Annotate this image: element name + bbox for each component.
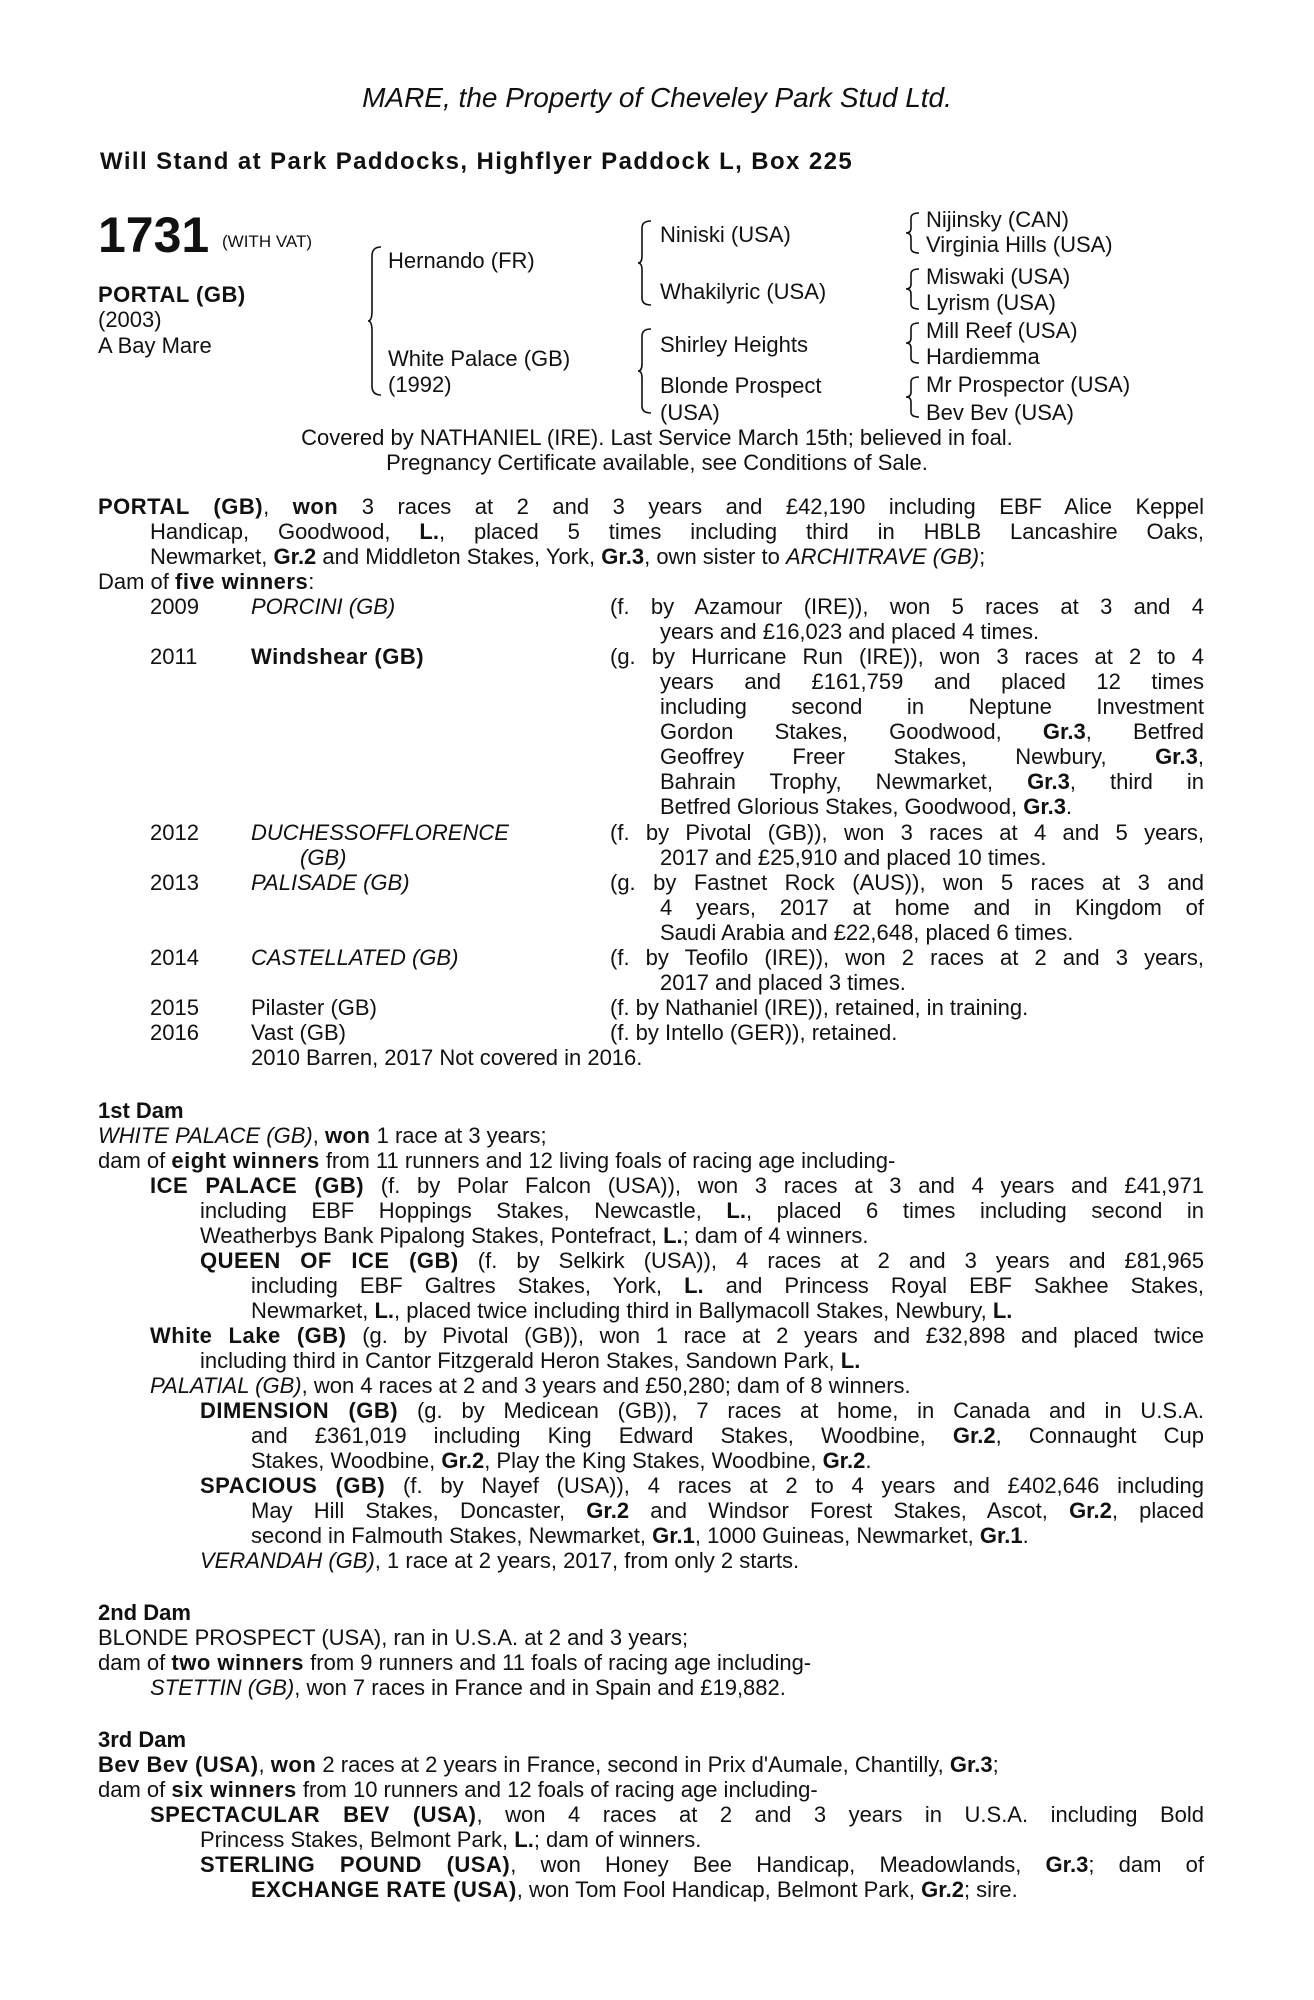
pregnancy-note: Pregnancy Certificate available, see Conditions of Sale.: [386, 450, 928, 475]
horse-name: QUEEN OF ICE (GB): [200, 1248, 459, 1273]
dam-name: Bev Bev (USA): [98, 1752, 259, 1777]
dam-text: and Windsor Forest Stakes, Ascot,: [650, 1498, 1048, 1523]
dam-text: ; dam of: [1088, 1852, 1205, 1877]
vat-label: (WITH VAT): [222, 232, 313, 251]
horse-name: SPECTACULAR BEV (USA): [150, 1802, 477, 1827]
queen-of-ice-line-1: [200, 1248, 1204, 1273]
dam-text: , Play the King Stakes, Woodbine,: [484, 1448, 817, 1473]
pedigree-dam-year: (1992): [388, 372, 452, 397]
winners-count: six winners: [171, 1777, 297, 1802]
spectacular-bev-line-2: [200, 1827, 701, 1852]
dam-text: .: [1022, 1523, 1029, 1548]
grade-mark: Gr.3: [1042, 719, 1086, 744]
dam-text: Weatherbys Bank Pipalong Stakes, Pontefract,: [200, 1223, 657, 1248]
pedigree-brace-sd: [906, 268, 920, 310]
dam-text: ; sire.: [963, 1877, 1018, 1902]
produce-details: (g. by Fastnet Rock (AUS)), won 5 races at 3 and: [610, 870, 1204, 895]
sterling-pound-line: [200, 1852, 1204, 1877]
pedigree-ddd: Bev Bev (USA): [926, 400, 1074, 425]
produce-details: (f. by Azamour (IRE)), won 5 races at 3 and 4: [610, 594, 1204, 619]
verandah-line: [200, 1548, 799, 1573]
portal-text: Dam of: [98, 569, 169, 594]
produce-details: (f. by Teofilo (IRE)), won 2 races at 2 and 3 years,: [610, 945, 1204, 970]
dam-text: Stakes, Woodbine,: [251, 1448, 436, 1473]
queen-of-ice-line-2: [251, 1273, 1204, 1298]
grade-mark: Gr.1: [979, 1523, 1023, 1548]
portal-name: PORTAL (GB): [98, 494, 264, 519]
pedigree-sire-dam: Whakilyric (USA): [660, 279, 827, 304]
pedigree-brace-ss: [906, 212, 920, 254]
grade-mark: Gr.3: [601, 544, 645, 569]
winners-count: two winners: [171, 1650, 305, 1675]
horse-name: PORTAL (GB): [98, 282, 246, 307]
dam-text: (f. by Polar Falcon (USA)), won 3 races at 3 and 4 years and £41,971: [380, 1173, 1204, 1198]
listed-mark: L.: [374, 1298, 395, 1323]
produce-name: PORCINI (GB): [251, 594, 396, 619]
listed-mark: L.: [726, 1198, 746, 1223]
produce-year: 2015: [150, 995, 199, 1020]
produce-year: 2014: [150, 945, 199, 970]
produce-details: [660, 744, 1204, 769]
dam-text: , won 7 races in France and in Spain and £19,882.: [294, 1675, 786, 1700]
dam-text: Princess Stakes, Belmont Park,: [200, 1827, 509, 1852]
horse-name: DIMENSION (GB): [200, 1398, 399, 1423]
produce-name: CASTELLATED (GB): [251, 945, 459, 970]
produce-name: PALISADE (GB): [251, 870, 410, 895]
white-lake-line-2: [200, 1348, 860, 1373]
dam-name: WHITE PALACE (GB): [98, 1123, 313, 1148]
listed-mark: L.: [840, 1348, 861, 1373]
ice-palace-line-3: [200, 1223, 869, 1248]
dam-text: May Hill Stakes, Doncaster,: [251, 1498, 566, 1523]
portal-line-1: PORTAL (GB), won 3 races at 2 and 3 years and £42,190 including EBF Alice Keppel: [98, 494, 1204, 519]
spectacular-bev-line-1: [150, 1802, 1204, 1827]
pedigree-dam-dam-origin: (USA): [660, 400, 720, 425]
portal-text: Handicap, Goodwood,: [150, 519, 391, 544]
queen-of-ice-line-3: [251, 1298, 1012, 1323]
pedigree-ssd: Virginia Hills (USA): [926, 232, 1113, 257]
dam-text: 1 race at 3 years;: [376, 1123, 547, 1148]
produce-text: ,: [1197, 744, 1204, 769]
ice-palace-line-1: [150, 1173, 1204, 1198]
page-title: MARE, the Property of Cheveley Park Stud Ltd.: [362, 82, 952, 113]
stand-location: Will Stand at Park Paddocks, Highflyer Paddock L, Box 225: [100, 148, 854, 175]
dam-text: ;: [992, 1752, 999, 1777]
palatial-line: [150, 1373, 911, 1398]
horse-name: EXCHANGE RATE (USA): [251, 1877, 517, 1902]
dam-text: , placed twice including third in Ballymacoll Stakes, Newbury,: [394, 1298, 987, 1323]
produce-text: , Betfred: [1085, 719, 1204, 744]
grade-mark: Gr.1: [652, 1523, 695, 1548]
produce-name: Windshear (GB): [251, 644, 425, 669]
grade-mark: Gr.2: [273, 544, 317, 569]
portal-text: , placed 5 times including third in HBLB Lancashire Oaks,: [438, 519, 1204, 544]
dam-text: 2 races at 2 years in France, second in Prix d'Aumale, Chantilly,: [322, 1752, 944, 1777]
dam-text: .: [865, 1448, 872, 1473]
listed-mark: L.: [514, 1827, 534, 1852]
portal-line-2: [150, 519, 1204, 544]
produce-text: Betfred Glorious Stakes, Goodwood,: [660, 794, 1018, 819]
horse-name: STERLING POUND (USA): [200, 1852, 511, 1877]
dam-text: and £361,019 including King Edward Stakes, Woodbine,: [251, 1423, 926, 1448]
produce-details: (g. by Hurricane Run (IRE)), won 3 races at 2 to 4: [610, 644, 1204, 669]
pedigree-brace-ds: [906, 322, 920, 364]
second-dam-line-1: BLONDE PROSPECT (USA), ran in U.S.A. at 2 and 3 years;: [98, 1625, 689, 1650]
horse-name: ICE PALACE (GB): [150, 1173, 365, 1198]
dam-text: ,: [312, 1123, 319, 1148]
first-dam-line-2: [98, 1148, 895, 1173]
third-dam-line-1: [98, 1752, 999, 1777]
grade-mark: Gr.2: [921, 1877, 964, 1902]
dam-text: including EBF Galtres Stakes, York,: [251, 1273, 663, 1298]
pedigree-dam-sire: Shirley Heights: [660, 332, 808, 357]
sister-name: ARCHITRAVE (GB): [785, 544, 980, 569]
second-dam-line-2: [98, 1650, 811, 1675]
produce-details: (f. by Intello (GER)), retained.: [610, 1020, 898, 1045]
produce-details: including second in Neptune Investment: [660, 694, 1204, 719]
pedigree-sire: Hernando (FR): [388, 248, 535, 273]
listed-mark: L.: [419, 519, 439, 544]
dimension-line-3: [251, 1448, 872, 1473]
dam-text: , 1 race at 2 years, 2017, from only 2 starts.: [374, 1548, 800, 1573]
dam-text: from 11 runners and 12 living foals of racing age including-: [325, 1148, 896, 1173]
produce-text: .: [1066, 794, 1073, 819]
pedigree-sss: Nijinsky (CAN): [926, 207, 1069, 232]
dam-text: , 1000 Guineas, Newmarket,: [694, 1523, 974, 1548]
grade-mark: Gr.2: [441, 1448, 485, 1473]
produce-details: (f. by Pivotal (GB)), won 3 races at 4 and 5 years,: [610, 820, 1204, 845]
pedigree-dds: Mr Prospector (USA): [926, 372, 1131, 397]
third-dam-heading: 3rd Dam: [98, 1727, 187, 1752]
pedigree-dam: White Palace (GB): [388, 346, 571, 371]
produce-name: Vast (GB): [251, 1020, 346, 1045]
dam-text: including third in Cantor Fitzgerald Heron Stakes, Sandown Park,: [200, 1348, 835, 1373]
produce-name: (GB): [300, 845, 347, 870]
first-dam-line-1: [98, 1123, 547, 1148]
produce-year: 2011: [150, 644, 198, 669]
dam-text: , Connaught Cup: [995, 1423, 1204, 1448]
spacious-line-2: [251, 1498, 1204, 1523]
dam-text: second in Falmouth Stakes, Newmarket,: [251, 1523, 646, 1548]
stettin-line: [150, 1675, 786, 1700]
spacious-line-3: [251, 1523, 1029, 1548]
produce-details: years and £16,023 and placed 4 times.: [660, 619, 1040, 644]
covered-note: Covered by NATHANIEL (IRE). Last Service March 15th; believed in foal.: [301, 425, 1013, 450]
grade-mark: Gr.2: [952, 1423, 996, 1448]
horse-year: (2003): [98, 307, 162, 332]
dam-text: , won Tom Fool Handicap, Belmont Park,: [516, 1877, 915, 1902]
listed-mark: L.: [684, 1273, 704, 1298]
produce-text: Bahrain Trophy, Newmarket,: [660, 769, 994, 794]
produce-details: 2017 and £25,910 and placed 10 times.: [660, 845, 1047, 870]
winners-count: eight winners: [171, 1148, 320, 1173]
dam-text: dam of: [98, 1650, 166, 1675]
pedigree-brace-dd: [906, 376, 920, 418]
produce-year: 2016: [150, 1020, 199, 1045]
portal-text: 3 races at 2 and 3 years and £42,190 including EBF Alice Keppel: [361, 494, 1204, 519]
horse-name: White Lake (GB): [150, 1323, 347, 1348]
dam-won: won: [270, 1752, 317, 1777]
produce-details: [660, 769, 1204, 794]
grade-mark: Gr.2: [586, 1498, 630, 1523]
produce-year: 2013: [150, 870, 199, 895]
dam-text: including EBF Hoppings Stakes, Newcastle,: [200, 1198, 702, 1223]
produce-details: [660, 719, 1204, 744]
grade-mark: Gr.2: [822, 1448, 866, 1473]
pedigree-brace-dam: [638, 328, 652, 414]
produce-note: 2010 Barren, 2017 Not covered in 2016.: [251, 1045, 643, 1070]
dimension-line-2: [251, 1423, 1204, 1448]
portal-line-3: [150, 544, 985, 569]
dam-text: from 9 runners and 11 foals of racing age including-: [310, 1650, 812, 1675]
dam-text: from 10 runners and 12 foals of racing age including-: [302, 1777, 818, 1802]
grade-mark: Gr.3: [1027, 769, 1070, 794]
horse-name: VERANDAH (GB): [200, 1548, 375, 1573]
ice-palace-line-2: [200, 1198, 1204, 1223]
pedigree-dsd: Hardiemma: [926, 344, 1040, 369]
dam-text: , won 4 races at 2 and 3 years and £50,280; dam of 8 winners.: [301, 1373, 911, 1398]
dam-text: , placed 6 times including second in: [745, 1198, 1204, 1223]
listed-mark: L.: [992, 1298, 1013, 1323]
produce-year: 2012: [150, 820, 199, 845]
horse-name: STETTIN (GB): [150, 1675, 295, 1700]
dam-text: , won Honey Bee Handicap, Meadowlands,: [510, 1852, 1022, 1877]
portal-line-4: [98, 569, 314, 594]
produce-year: 2009: [150, 594, 199, 619]
produce-text: Geoffrey Freer Stakes, Newbury,: [660, 744, 1107, 769]
third-dam-line-2: [98, 1777, 818, 1802]
produce-details: Saudi Arabia and £22,648, placed 6 times.: [660, 920, 1074, 945]
horse-name: SPACIOUS (GB): [200, 1473, 386, 1498]
dam-text: dam of: [98, 1777, 166, 1802]
produce-details: 2017 and placed 3 times.: [660, 970, 906, 995]
dam-text: (g. by Pivotal (GB)), won 1 race at 2 years and £32,898 and placed twice: [362, 1323, 1204, 1348]
dam-text: ; dam of winners.: [533, 1827, 702, 1852]
white-lake-line-1: [150, 1323, 1204, 1348]
horse-description: A Bay Mare: [98, 333, 212, 358]
dam-text: ,: [258, 1752, 265, 1777]
portal-won: won: [292, 494, 339, 519]
pedigree-brace-sire: [638, 220, 652, 306]
dam-text: (f. by Selkirk (USA)), 4 races at 2 and 3 years and £81,965: [477, 1248, 1204, 1273]
dam-text: , placed: [1111, 1498, 1204, 1523]
dam-won: won: [324, 1123, 371, 1148]
portal-text: and Middleton Stakes, York,: [322, 544, 596, 569]
spacious-line-1: [200, 1473, 1204, 1498]
grade-mark: Gr.3: [1023, 794, 1067, 819]
exchange-rate-line: [251, 1877, 1018, 1902]
first-dam-heading: 1st Dam: [98, 1098, 184, 1123]
dam-text: and Princess Royal EBF Sakhee Stakes,: [725, 1273, 1204, 1298]
pedigree-sire-sire: Niniski (USA): [660, 222, 791, 247]
dimension-line-1: [200, 1398, 1204, 1423]
produce-details: years and £161,759 and placed 12 times: [660, 669, 1204, 694]
produce-name: DUCHESSOFFLORENCE: [251, 820, 509, 845]
winners-count: five winners: [175, 569, 309, 594]
dam-text: , won 4 races at 2 and 3 years in U.S.A. including Bold: [476, 1802, 1204, 1827]
horse-name: PALATIAL (GB): [150, 1373, 302, 1398]
dam-text: dam of: [98, 1148, 166, 1173]
produce-text: Gordon Stakes, Goodwood,: [660, 719, 1002, 744]
produce-details: (f. by Nathaniel (IRE)), retained, in training.: [610, 995, 1029, 1020]
pedigree-sdd: Lyrism (USA): [926, 290, 1056, 315]
portal-text: , own sister to: [644, 544, 780, 569]
portal-text: :: [308, 569, 315, 594]
produce-details: [660, 794, 1072, 819]
second-dam-heading: 2nd Dam: [98, 1600, 191, 1625]
grade-mark: Gr.3: [1155, 744, 1198, 769]
pedigree-brace-main: [368, 246, 382, 396]
pedigree-dam-dam: Blonde Prospect: [660, 373, 822, 398]
produce-name: Pilaster (GB): [251, 995, 377, 1020]
produce-text: , third in: [1069, 769, 1204, 794]
grade-mark: Gr.2: [1069, 1498, 1112, 1523]
pedigree-sds: Miswaki (USA): [926, 264, 1071, 289]
portal-text: Newmarket,: [150, 544, 268, 569]
dam-text: (f. by Nayef (USA)), 4 races at 2 to 4 years and £402,646 including: [403, 1473, 1204, 1498]
produce-details: 4 years, 2017 at home and in Kingdom of: [660, 895, 1204, 920]
lot-number: 1731: [98, 207, 210, 263]
listed-mark: L.: [663, 1223, 683, 1248]
pedigree-dss: Mill Reef (USA): [926, 318, 1078, 343]
dam-text: Newmarket,: [251, 1298, 369, 1323]
portal-text: ;: [979, 544, 986, 569]
grade-mark: Gr.3: [949, 1752, 993, 1777]
dam-text: ; dam of 4 winners.: [682, 1223, 869, 1248]
grade-mark: Gr.3: [1045, 1852, 1089, 1877]
dam-text: (g. by Medicean (GB)), 7 races at home, in Canada and in U.S.A.: [416, 1398, 1204, 1423]
